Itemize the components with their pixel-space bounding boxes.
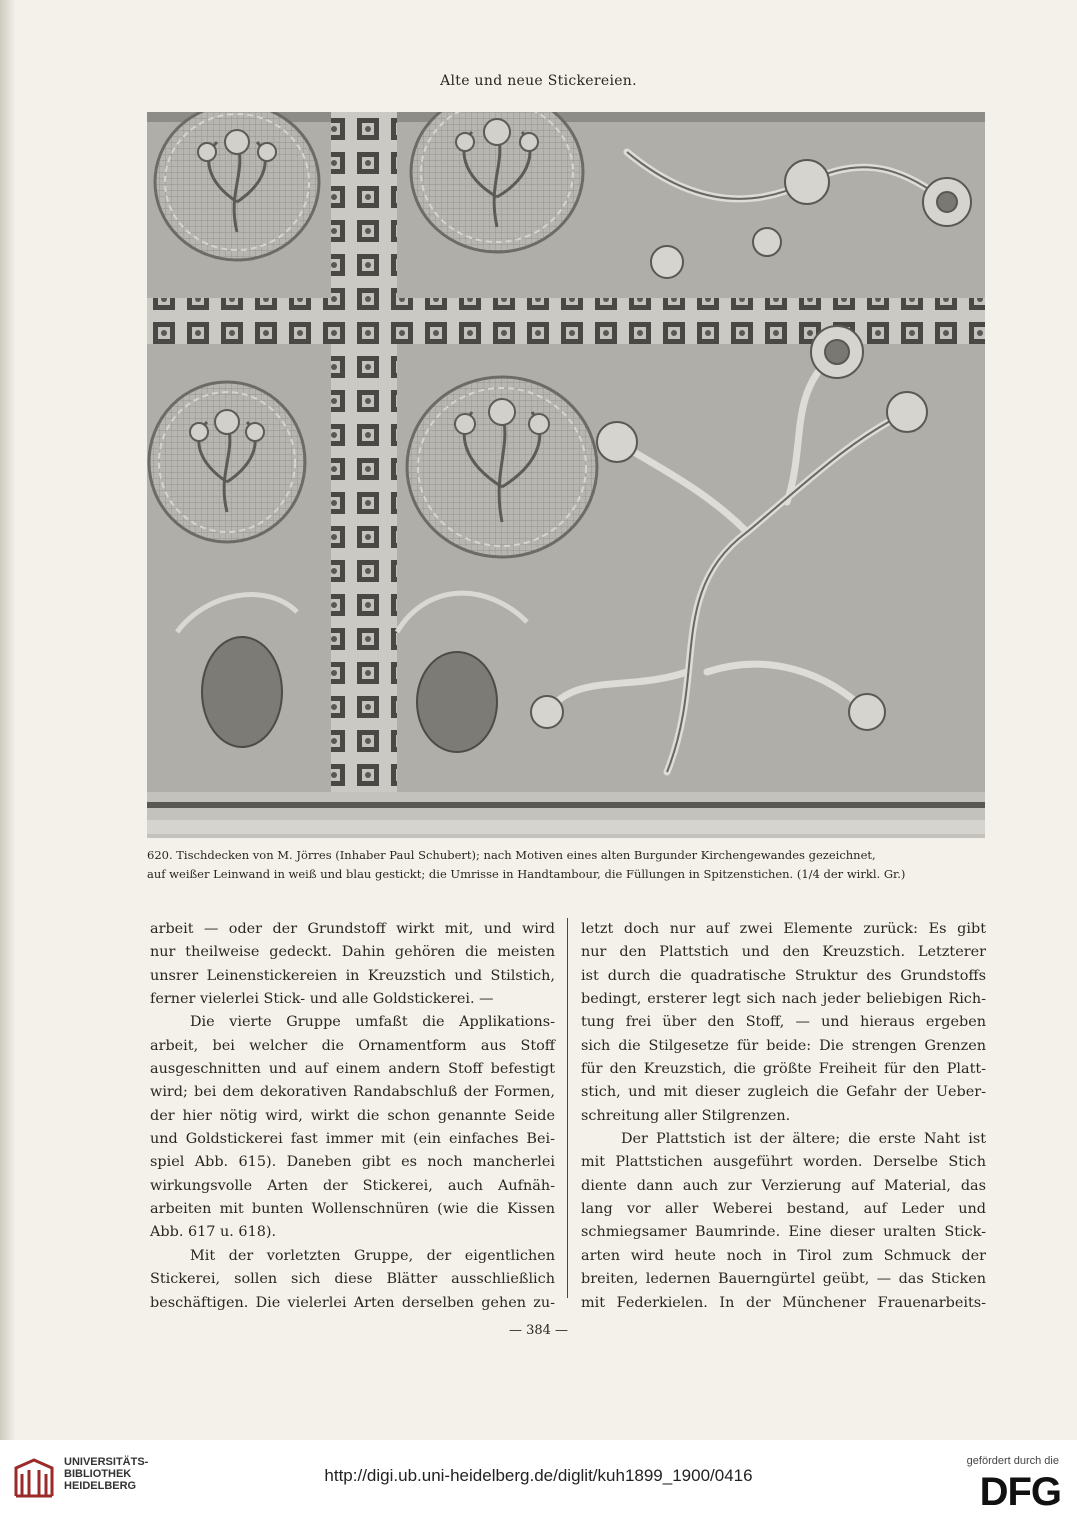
text-line: Der Plattstich ist der ältere; die erste Naht ist xyxy=(621,1131,986,1148)
column-rule xyxy=(567,918,568,1298)
text-line: diente dann auch zur Verzierung auf Material, das xyxy=(581,1177,986,1194)
tablecloth-illustration xyxy=(147,112,985,838)
text-line: schreitung aller Stilgrenzen. xyxy=(581,1107,791,1124)
text-column-right xyxy=(581,918,986,1315)
library-name-line: UNIVERSITÄTS- xyxy=(64,1456,149,1468)
text-column-left xyxy=(150,918,555,1315)
text-line: arbeit — oder der Grundstoff wirkt mit, und wird xyxy=(150,921,555,937)
text-line: nur den Plattstich und den Kreuzstich. Letzterer xyxy=(581,944,986,961)
embroidery-photo xyxy=(147,112,985,838)
text-line: nur theilweise gedeckt. Dahin gehören die meisten xyxy=(150,944,555,961)
library-name-line: HEIDELBERG xyxy=(64,1480,137,1492)
text-line: mit Federkielen. In der Münchener Frauenarbeits- xyxy=(581,1294,986,1311)
text-line: der hier nötig wird, wirkt die schon genannte Seide xyxy=(150,1107,555,1124)
text-line: spiel Abb. 615). Daneben gibt es noch mancherlei xyxy=(150,1154,555,1171)
text-line: für den Kreuzstich, die größte Freiheit für den Platt- xyxy=(581,1061,986,1078)
text-line: stich, und mit dieser zugleich die Gefahr der Ueber- xyxy=(581,1084,986,1101)
text-line: mit Plattstichen ausgeführt worden. Derselbe Stich xyxy=(581,1154,986,1171)
text-line: ausgeschnitten und auf einem andern Stoff befestigt xyxy=(150,1061,555,1078)
dfg-logo: DFG xyxy=(979,1470,1061,1514)
text-line: bedingt, ersterer legt sich nach jeder beliebigen Rich- xyxy=(581,991,986,1008)
permalink[interactable]: http://digi.ub.uni-heidelberg.de/diglit/kuh1899_1900/0416 xyxy=(324,1466,753,1485)
text-line: breiten, ledernen Bauerngürtel geübt, — das Sticken xyxy=(581,1271,986,1288)
text-line: Die vierte Gruppe umfaßt die Applikations- xyxy=(190,1014,555,1031)
text-line: ist durch die quadratische Struktur des Grundstoffs xyxy=(581,967,986,984)
text-line: Stickerei, sollen sich diese Blätter ausschließlich xyxy=(150,1271,555,1288)
running-head: Alte und neue Stickereien. xyxy=(440,73,637,89)
text-line: Abb. 617 u. 618). xyxy=(150,1224,277,1241)
text-line: beschäftigen. Die vielerlei Arten derselben gehen zu- xyxy=(150,1294,555,1311)
library-name-line: BIBLIOTHEK xyxy=(64,1468,132,1480)
text-line: tung frei über den Stoff, — und hieraus ergeben xyxy=(581,1014,986,1031)
caption-line: auf weißer Leinwand in weiß und blau gestickt; die Umrisse in Handtambour, die Füllungen in Spitzenstichen. (1/4 der wirkl. Gr.) xyxy=(147,867,906,881)
page-number: — 384 — xyxy=(508,1323,569,1338)
text-line: wird; bei dem dekorativen Randabschluß der Formen, xyxy=(150,1084,555,1101)
text-line: und Goldstickerei fast immer mit (ein einfaches Bei- xyxy=(150,1131,555,1148)
binding-shadow xyxy=(0,0,16,1440)
text-line: Mit der vorletzten Gruppe, der eigentlichen xyxy=(190,1247,555,1264)
funding-note: gefördert durch die xyxy=(966,1455,1059,1467)
text-line: arbeit, bei welcher die Ornamentform aus Stoff xyxy=(150,1037,555,1054)
text-line: arbeiten mit bunten Wollenschnüren (wie die Kissen xyxy=(150,1201,555,1218)
text-line: ferner vielerlei Stick- und alle Goldstickerei. — xyxy=(150,991,494,1008)
text-line: unsrer Leinenstickereien in Kreuzstich und Stilstich, xyxy=(150,967,555,984)
text-line: lang vor aller Weberei bestand, auf Leder und xyxy=(581,1201,986,1218)
text-line: sich die Stilgesetze für beide: Die strengen Grenzen xyxy=(581,1037,986,1054)
caption-line: 620. Tischdecken von M. Jörres (Inhaber Paul Schubert); nach Motiven eines alten Burgunder Kirchengewandes gezeichnet, xyxy=(147,848,876,862)
text-line: schmiegsamer Baumrinde. Eine dieser uralten Stick- xyxy=(581,1224,986,1241)
text-line: wirkungsvolle Arten der Stickerei, auch Aufnäh- xyxy=(150,1177,555,1194)
plate-caption xyxy=(147,846,987,884)
text-line: letzt doch nur auf zwei Elemente zurück: Es gibt xyxy=(581,921,986,937)
text-line: arten wird heute noch in Tirol zum Schmuck der xyxy=(581,1247,986,1264)
